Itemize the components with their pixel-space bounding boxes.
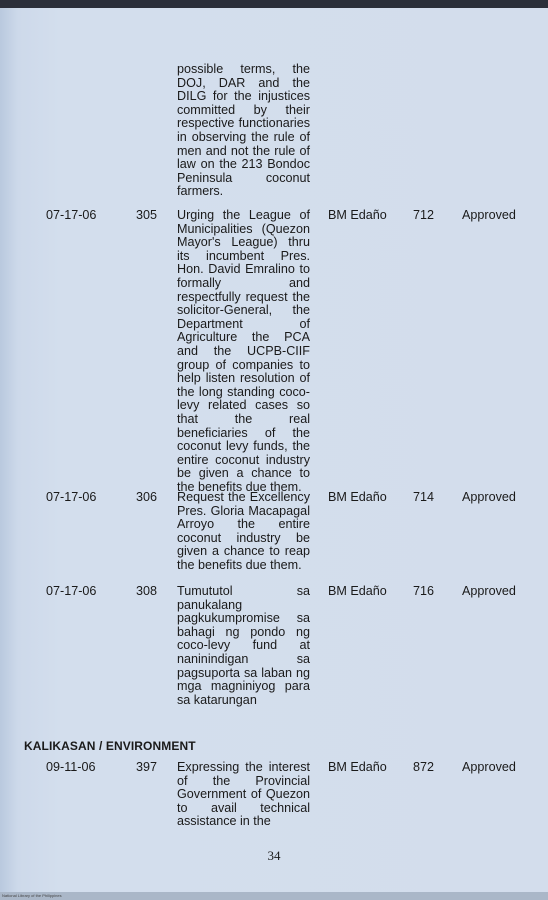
row-description: Request the Excellency Pres. Gloria Macapagal Arroyo the entire coconut industry be given a chance to reap the benefits due them.: [177, 490, 310, 572]
row-author: BM Edaño: [328, 490, 387, 504]
row-number: 305: [136, 208, 158, 222]
row-date: 07-17-06: [46, 490, 97, 504]
row-description: Tumututol sa panukalang pagkukumpromise sa bahagi ng pondo ng coco-levy fund at naninindigan sa pagsuporta sa laban ng mga magniniyog para sa katarungan: [177, 584, 310, 707]
section-heading: KALIKASAN / ENVIRONMENT: [24, 739, 196, 753]
row-date: 07-17-06: [46, 584, 97, 598]
row-resolution-number: 712: [413, 208, 435, 222]
row-description: Urging the League of Municipalities (Quezon Mayor's League) thru its incumbent Pres. Hon. David Emralino to formally and respectfully request the solicitor-General, the Department of Agriculture the PCA and the UCPB-CIIF group of companies to help listen resolution of the long standing coco-levy related cases so that the real beneficiaries of the coconut levy funds, the entire coconut industry be given a chance to the benefits due them.: [177, 208, 310, 494]
row-status: Approved: [462, 208, 516, 222]
document-page: [0, 8, 548, 892]
page-number: 34: [267, 848, 281, 863]
row-resolution-number: 872: [413, 760, 435, 774]
row-status: Approved: [462, 760, 516, 774]
row-resolution-number: 714: [413, 490, 435, 504]
row-resolution-number: 716: [413, 584, 435, 598]
scan-top-edge: [0, 0, 548, 8]
row-author: BM Edaño: [328, 760, 387, 774]
row-date: 09-11-06: [46, 760, 96, 774]
row-description: Expressing the interest of the Provincial Government of Quezon to avail technical assistance in the: [177, 760, 310, 829]
row-status: Approved: [462, 584, 516, 598]
row-author: BM Edaño: [328, 584, 387, 598]
scan-footer-strip: [0, 892, 548, 900]
row-number: 306: [136, 490, 158, 504]
row-number: 308: [136, 584, 158, 598]
scan-footer-text: National Library of the Philippines: [2, 893, 62, 898]
continuation-description: possible terms, the DOJ, DAR and the DILG for the injustices committed by their respective functionaries in observing the rule of men and not the rule of law on the 213 Bondoc Peninsula coconut farmers.: [177, 62, 310, 199]
row-date: 07-17-06: [46, 208, 97, 222]
row-status: Approved: [462, 490, 516, 504]
row-number: 397: [136, 760, 158, 774]
row-author: BM Edaño: [328, 208, 387, 222]
